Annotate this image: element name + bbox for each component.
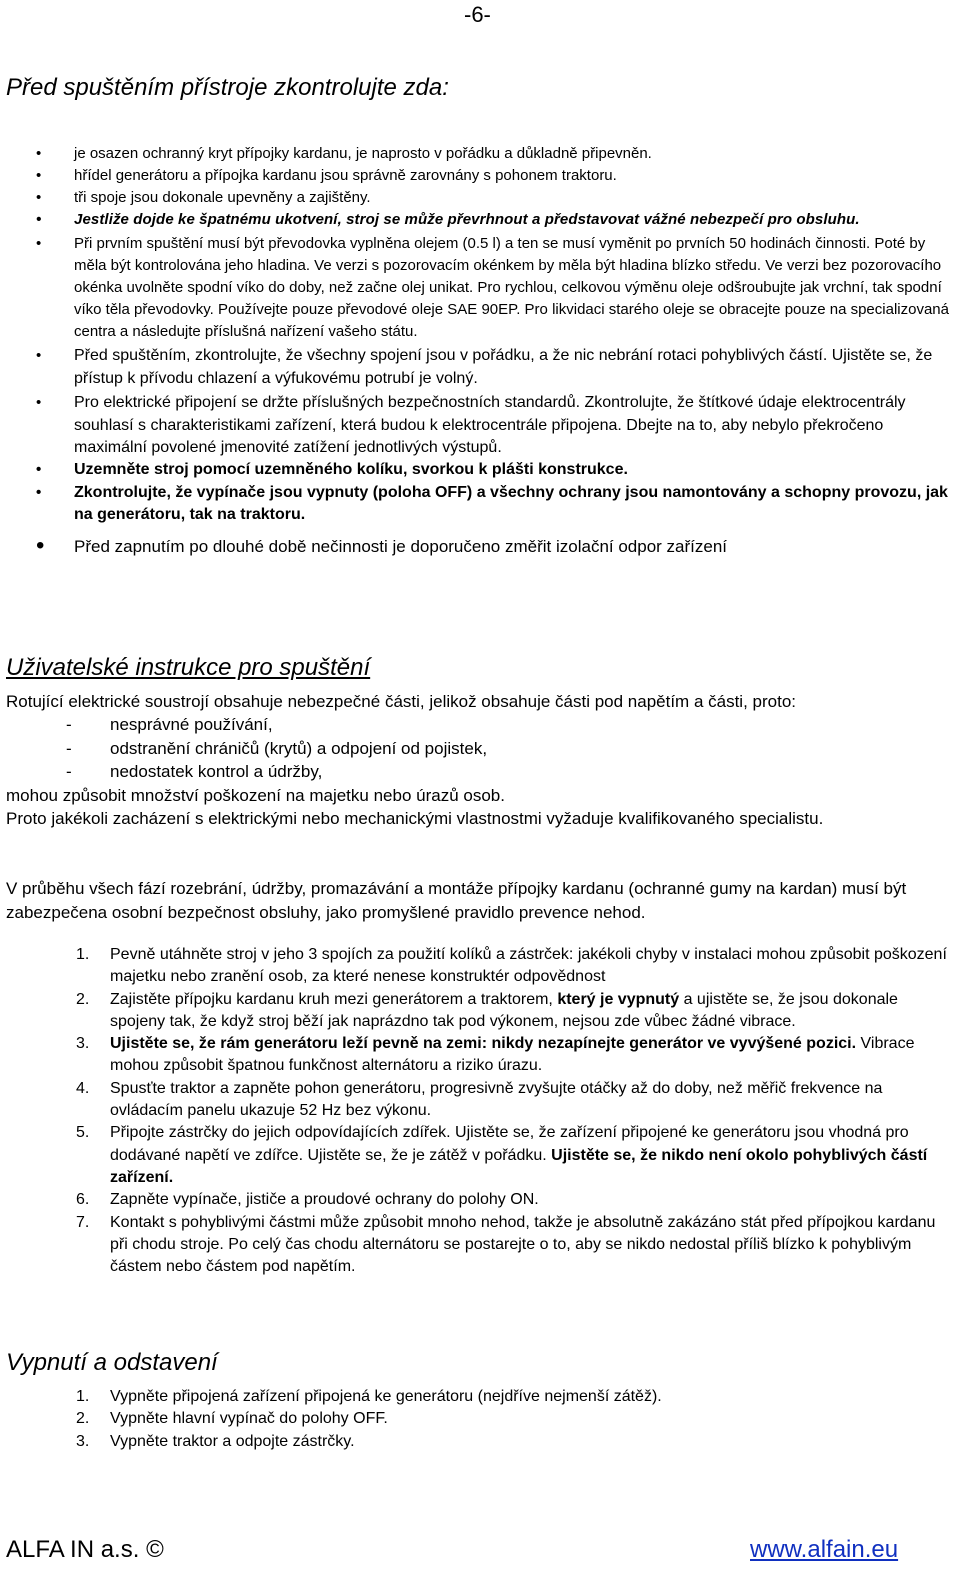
step-number: 1. (76, 1388, 90, 1405)
step-item (76, 1189, 956, 1211)
list-item: • Zkontrolujte, že vypínače jsou vypnuty (poloha OFF) a všechny ochrany jsou namontovány a schopny provozu, jak na generátoru, tak na traktoru. (36, 482, 954, 527)
step-text-bold: Ujistěte se, že rám generátoru leží pevně na zemi: nikdy nezapínejte generátor ve vyvýšené pozici. (110, 1035, 857, 1053)
step-item (76, 1408, 956, 1430)
step-text: Připojte zástrčky do jejich odpovídajících zdířek. Ujistěte se, že zařízení připojené ke generátoru jsou vhodná pro dodávané napětí ve zdířce. Ujistěte se, že je zátěž v pořádku. (110, 1124, 909, 1164)
dash-list (66, 713, 487, 784)
step-text: Vypněte traktor a odpojte zástrčky. (110, 1432, 355, 1450)
step-text: Vypněte připojená zařízení připojená ke generátoru (nejdříve nejmenší zátěž). (110, 1388, 662, 1405)
list-item: • Pro elektrické připojení se držte příslušných bezpečnostních standardů. Zkontrolujte, že štítkové údaje elektrocentrály souhlasí s charakteristikami zařízení, která budou k elektrocentrále připojena. Dbejte na to, aby nebylo překročeno maximální povolené jmenovité zatížení jednotlivých výstupů. (36, 392, 954, 459)
step-text: Kontakt s pohyblivými částmi může způsobit mnoho nehod, takže je absolutně zakázáno stát před přípojkou kardanu při chodu stroje. Po celý čas chodu alternátoru se postarejte o to, aby se nikdo nedostal příliš blízko k pohyblivým částem nebo částem pod napětím. (110, 1213, 936, 1276)
step-item (76, 989, 956, 1034)
step-text: Spusťte traktor a zapněte pohon generátoru, progresivně zvyšujte otáčky až do doby, než měřič frekvence na ovládacím panelu ukazuje 52 Hz bez výkonu. (110, 1079, 883, 1120)
section-title-shutdown: Vypnutí a odstavení (6, 1349, 218, 1376)
step-text: a ujistěte se, že jsou dokonale spojeny tak, že když stroj běží jak naprázdno tak pod výkonem, nejsou zde vůbec žádné vibrace. (110, 990, 898, 1030)
list-item: - odstranění chráničů (krytů) a odpojení od pojistek, (66, 737, 487, 761)
user-paragraph: Proto jakékoli zacházení s elektrickými nebo mechanickými vlastnostmi vyžaduje kvalifikovaného specialistu. (6, 809, 824, 828)
step-number: 2. (76, 1410, 90, 1428)
checklist (36, 143, 954, 559)
step-number: 3. (76, 1035, 90, 1053)
step-text: Vibrace mohou způsobit špatnou funkčnost alternátoru a riziko úrazu. (110, 1035, 915, 1075)
list-item: • Před spuštěním, zkontrolujte, že všechny spojení jsou v pořádku, a že nic nebrání rotaci pohyblivých částí. Ujistěte se, že přístup k přívodu chlazení a výfukovému potrubí je volný. (36, 345, 954, 390)
list-item-grounding: • Uzemněte stroj pomocí uzemněného kolíku, svorkou k plášti konstrukce. (36, 459, 954, 481)
user-paragraph: mohou způsobit množství poškození na majetku nebo úrazů osob. (6, 786, 505, 805)
step-number: 4. (76, 1079, 90, 1097)
list-item-warning: • Jestliže dojde ke špatnému ukotvení, stroj se může převrhnout a představovat vážné nebezpečí pro obsluhu. (36, 209, 954, 231)
user-intro-text: Rotující elektrické soustrojí obsahuje nebezpečné části, jelikož obsahuje části pod napětím a části, proto: (6, 692, 796, 711)
list-item: - nesprávné používání, (66, 713, 487, 737)
step-number: 7. (76, 1213, 90, 1231)
step-text: Pevně utáhněte stroj v jeho 3 spojích za použití kolíků a zástrček: jakékoli chyby v instalaci mohou způsobit poškození majetku nebo zranění osob, za které nenese konstruktér odpovědnost (110, 946, 947, 986)
step-number: 3. (76, 1432, 90, 1450)
page-number: -6- (464, 2, 491, 27)
shutdown-steps-list (76, 1386, 956, 1453)
step-number: 5. (76, 1124, 90, 1142)
section-title-before-start: Před spuštěním přístroje zkontrolujte zda: (6, 74, 449, 101)
step-text: Zapněte vypínače, jističe a proudové ochrany do polohy ON. (110, 1191, 539, 1209)
step-text: Zajistěte přípojku kardanu kruh mezi generátorem a traktorem, (110, 990, 558, 1008)
step-text-bold: který je vypnutý (557, 990, 680, 1008)
step-number: 6. (76, 1191, 90, 1209)
step-number: 1. (76, 946, 90, 963)
list-item: • Při prvním spuštění musí být převodovka vyplněna olejem (0.5 l) a ten se musí vyměnit po prvních 50 hodinách činnosti. Poté by měla být kontrolována jeho hladina. Ve verzi s pozorovacím okénkem by měla být hladina blízko středu. Ve verzi bez pozorovacího okénka uvolněte spodní víko do doby, než začne olej unikat. Pro rychlou, celkovou výměnu oleje odšroubujte jak vrchní, tak spodní víko těla převodovky. Používejte pouze převodové oleje SAE 90EP. Pro likvidaci starého oleje se obracejte pouze na specializovaná centra a následujte příslušná nařízení vašeho státu. (36, 233, 954, 343)
step-item (76, 1431, 956, 1453)
step-item (76, 944, 956, 989)
step-item (76, 1033, 956, 1078)
list-item: • hřídel generátoru a přípojka kardanu jsou správně zarovnány s pohonem traktoru. (36, 165, 954, 187)
step-text: Vypněte hlavní vypínač do polohy OFF. (110, 1410, 388, 1428)
list-item: • je osazen ochranný kryt přípojky kardanu, je naprosto v pořádku a důkladně připevněn. (36, 143, 954, 165)
step-item (76, 1386, 956, 1408)
list-item: • tři spoje jsou dokonale upevněny a zajištěny. (36, 187, 954, 209)
list-item: • Před zapnutím po dlouhé době nečinnosti je doporučeno změřit izolační odpor zařízení (36, 535, 954, 559)
step-number: 2. (76, 990, 90, 1008)
step-item (76, 1212, 956, 1279)
footer-website-link[interactable]: www.alfain.eu (750, 1536, 899, 1563)
section-title-user-instructions: Uživatelské instrukce pro spuštění (6, 654, 371, 681)
step-text-bold: Ujistěte se, že nikdo není okolo pohyblivých částí zařízení. (110, 1146, 928, 1186)
user-paragraph: V průběhu všech fází rozebrání, údržby, promazávání a montáže přípojky kardanu (ochranné gumy na kardan) musí být zabezpečena osobní bezpečnost obsluhy, jako promyšlené pravidlo prevence nehod. (6, 879, 907, 922)
step-item (76, 1122, 956, 1189)
step-item (76, 1078, 956, 1123)
list-item: - nedostatek kontrol a údržby, (66, 760, 487, 784)
footer-company: ALFA IN a.s. © (6, 1536, 164, 1563)
start-steps-list (76, 944, 956, 1278)
